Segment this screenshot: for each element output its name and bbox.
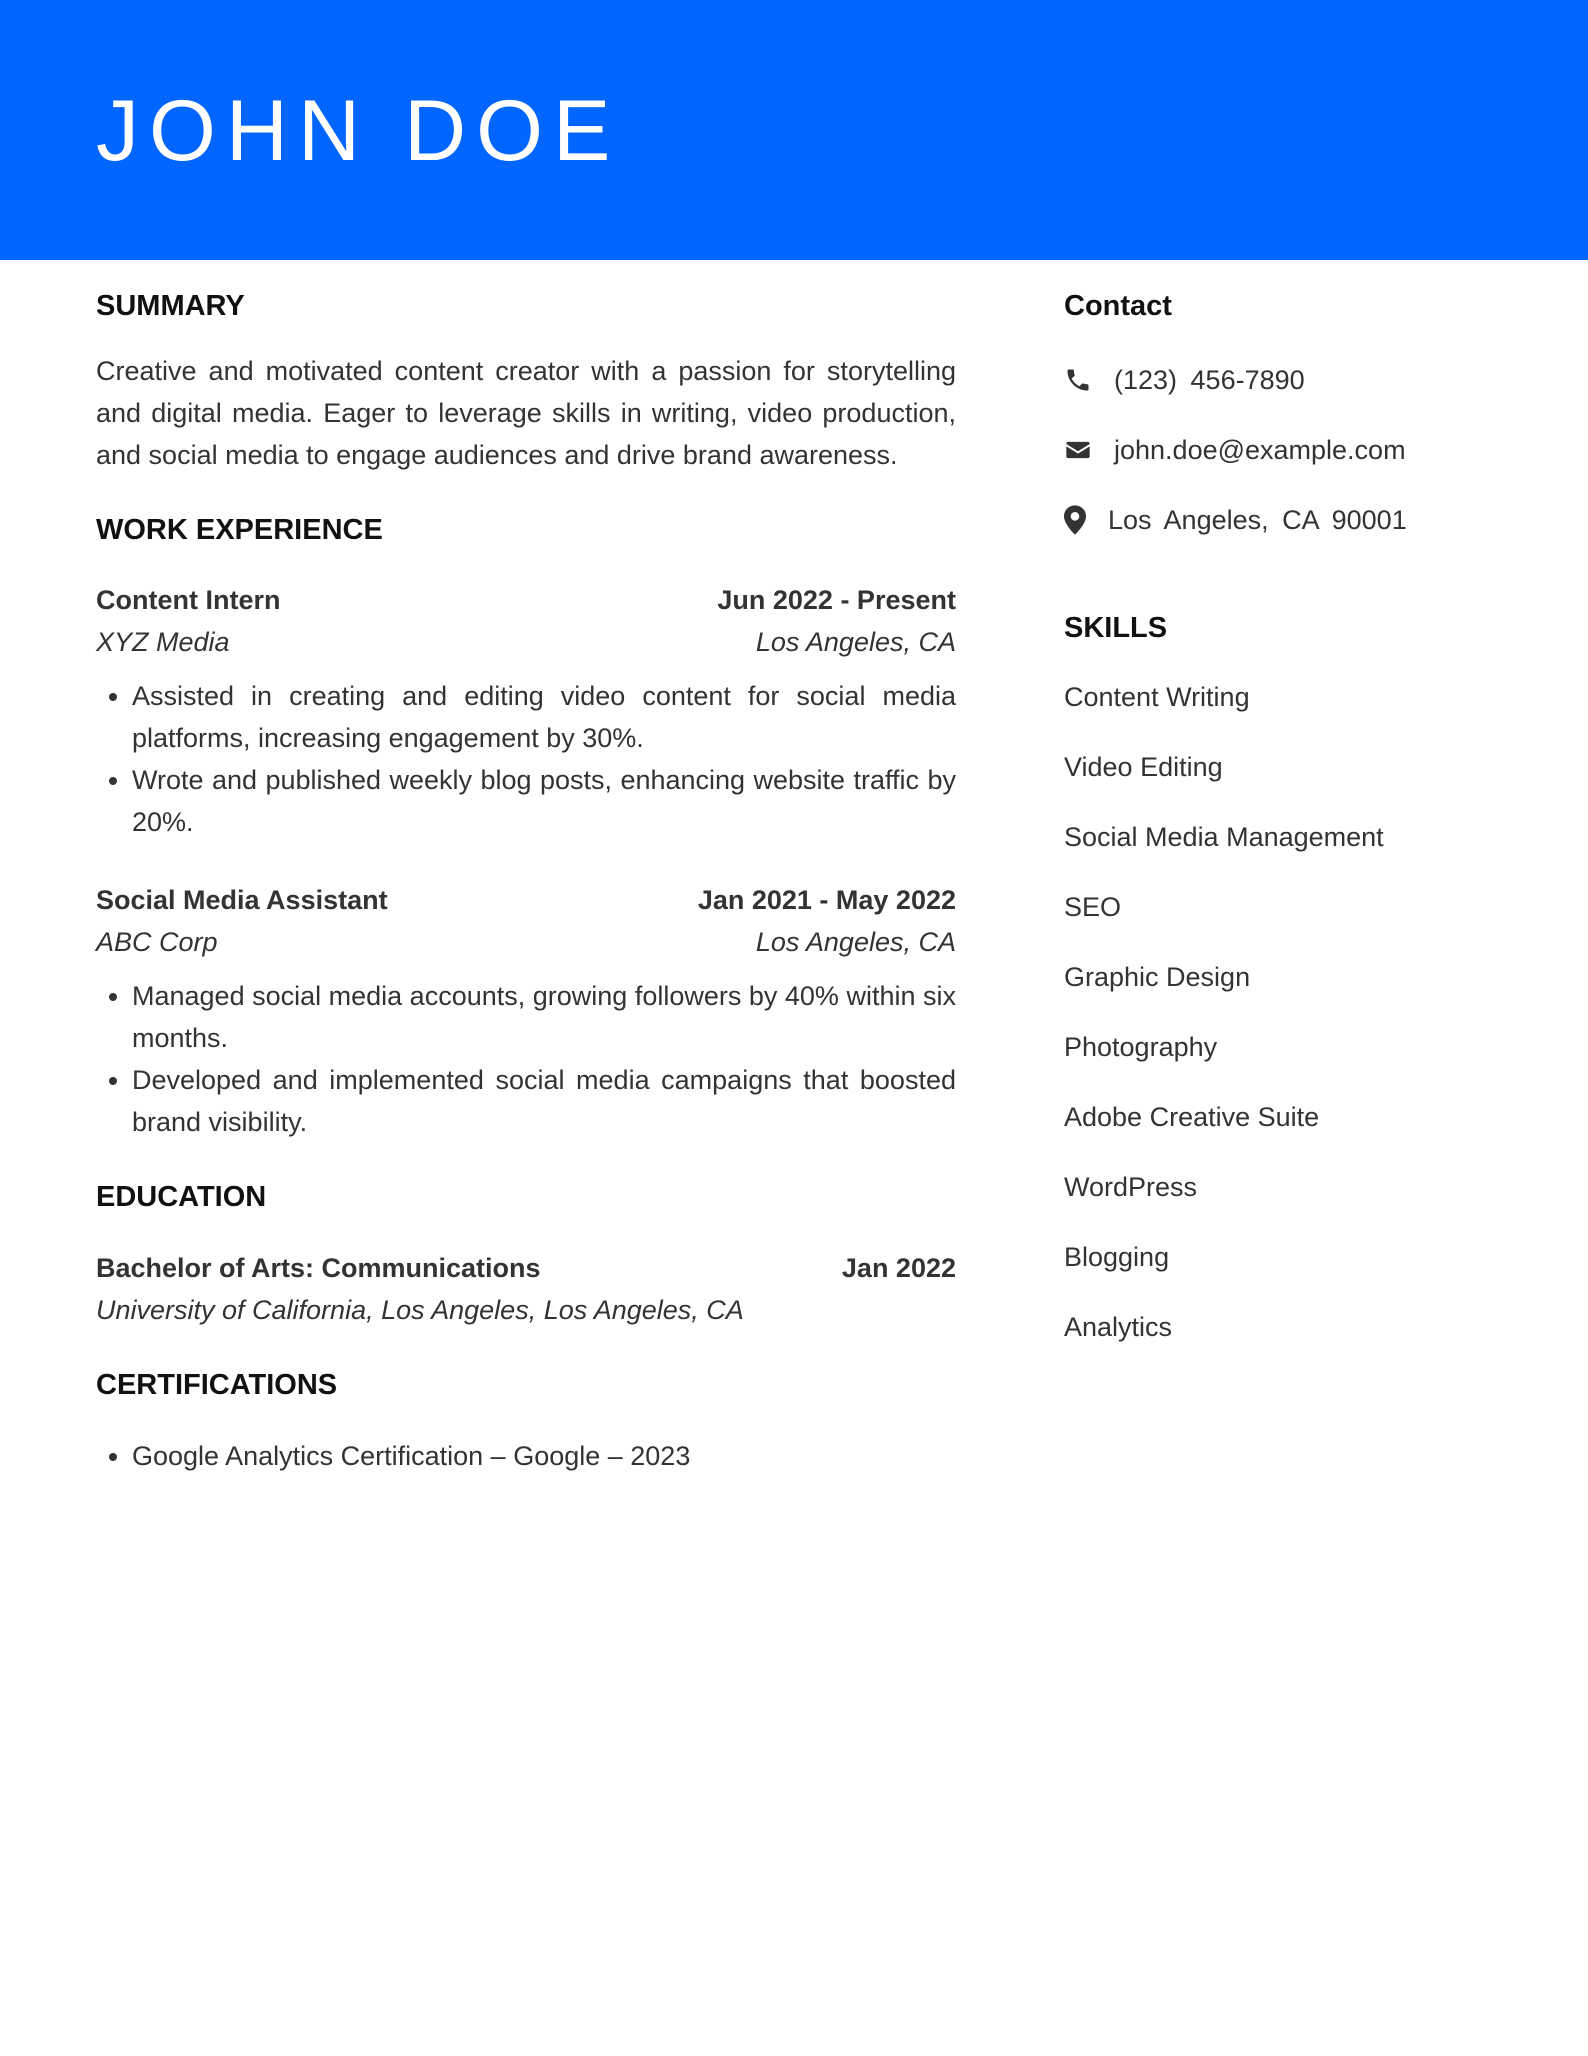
job-entry [96,879,956,1143]
job-role: Content Intern [96,585,281,616]
job-bullets [96,975,956,1143]
job-company: ABC Corp [96,927,218,958]
summary-text: Creative and motivated content creator with a passion for storytelling and digital media. Eager to leverage skills in writing, video production, and social media to engage audiences and drive brand awareness. [96,355,956,470]
contact-heading: Contact [1064,290,1172,322]
job-company: XYZ Media [96,627,230,658]
skill-item: Content Writing [1064,682,1250,713]
education-degree: Bachelor of Arts: Communications [96,1253,541,1284]
certifications-heading: CERTIFICATIONS [96,1369,338,1402]
envelope-icon [1064,436,1092,464]
certifications-section [96,1367,956,1477]
job-bullet: • Managed social media accounts, growing followers by 40% within six months. [132,975,956,1059]
education-entry [96,1247,956,1331]
skill-item: WordPress [1064,1172,1198,1203]
skill-item: Photography [1064,1032,1218,1063]
main-column [96,288,956,1477]
skills-section [1064,610,1504,1348]
contact-phone [1064,360,1504,400]
contact-email-text: john.doe@example.com [1114,434,1406,465]
summary-heading: SUMMARY [96,290,245,322]
job-bullets [96,675,956,843]
sidebar-column [1064,288,1504,1347]
skill-item: Graphic Design [1064,962,1251,993]
job-dates: Jan 2021 - May 2022 [697,885,956,916]
skill-item: Video Editing [1064,752,1223,783]
education-section [96,1179,956,1331]
education-school: University of California, Los Angeles, Los Angeles, CA [96,1295,744,1326]
candidate-name: JOHN DOE [96,83,621,179]
job-location: Los Angeles, CA [755,627,956,658]
map-marker-icon [1064,506,1086,534]
certifications-list [96,1435,956,1477]
skill-item: Blogging [1064,1242,1170,1273]
contact-location-text: Los Angeles, CA 90001 [1108,504,1407,535]
job-bullet: • Assisted in creating and editing video content for social media platforms, increasing engagement by 30%. [132,675,956,759]
certification-item: • Google Analytics Certification – Google – 2023 [132,1435,956,1477]
job-location: Los Angeles, CA [755,927,956,958]
job-role: Social Media Assistant [96,885,388,916]
job-bullet: • Wrote and published weekly blog posts, enhancing website traffic by 20%. [132,759,956,843]
skill-item: Adobe Creative Suite [1064,1102,1320,1133]
education-heading: EDUCATION [96,1181,267,1214]
contact-section [1064,288,1504,540]
work-experience-heading: WORK EXPERIENCE [96,513,383,546]
work-experience-section [96,512,956,1144]
contact-phone-text: (123) 456-7890 [1114,364,1305,395]
header-banner [0,0,1588,260]
contact-email [1064,430,1504,470]
skill-item: SEO [1064,892,1122,923]
phone-icon [1064,366,1092,394]
job-dates: Jun 2022 - Present [717,585,956,616]
summary-section [96,288,956,476]
education-date: Jan 2022 [841,1253,956,1284]
skill-item: Analytics [1064,1312,1173,1343]
skill-item: Social Media Management [1064,822,1384,853]
job-bullet: • Developed and implemented social media campaigns that boosted brand visibility. [132,1059,956,1143]
contact-location [1064,500,1504,540]
job-entry [96,579,956,843]
skills-heading: SKILLS [1064,611,1168,644]
